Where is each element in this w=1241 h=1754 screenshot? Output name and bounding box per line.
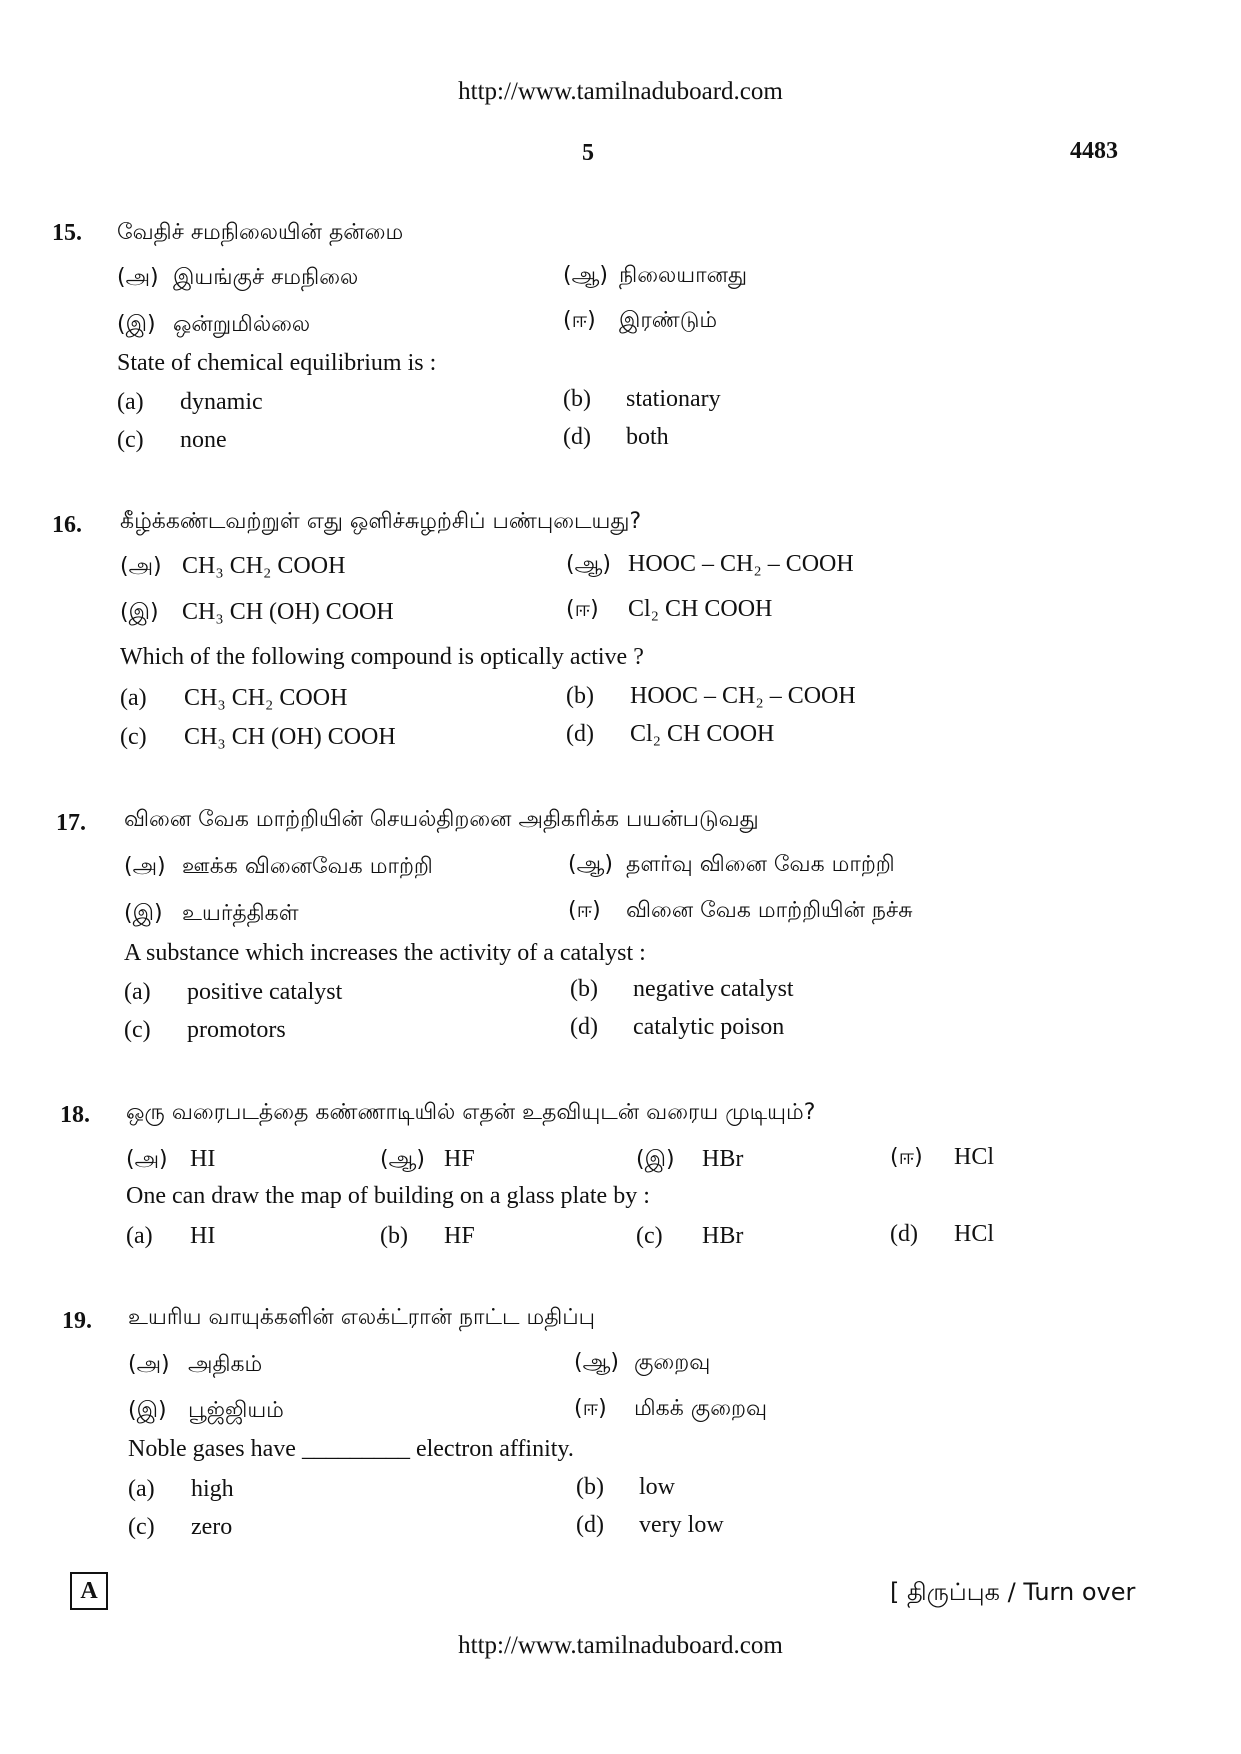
option (636, 1146, 743, 1175)
option (126, 1146, 215, 1175)
option-label: (c) (120, 724, 147, 750)
option-text: negative catalyst (633, 976, 794, 1002)
tamil-question-text: ஒரு வரைபடத்தை கண்ணாடியில் எதன் உதவியுடன் வரைய முடியும்? (126, 1100, 816, 1125)
option (570, 1014, 784, 1041)
option (117, 265, 358, 293)
option (128, 1352, 262, 1380)
option-label: (a) (126, 1223, 153, 1249)
option-label: (c) (117, 427, 144, 453)
option-text: HBr (702, 1146, 744, 1172)
option-label: (ஈ) (566, 597, 599, 622)
option-text: stationary (626, 386, 721, 412)
option-label: (ஈ) (890, 1145, 923, 1170)
option-text: மிகக் குறைவு (634, 1396, 768, 1421)
option-text: அதிகம் (188, 1352, 263, 1377)
option-text: Cl₂ CH COOH (630, 721, 775, 747)
option-label: (d) (570, 1014, 598, 1040)
series-box: A (70, 1572, 108, 1610)
tamil-question-text: வினை வேக மாற்றியின் செயல்திறனை அதிகரிக்க பயன்படுவது (124, 807, 759, 832)
option (566, 683, 856, 710)
option (563, 263, 747, 291)
option-label: (ஆ) (563, 263, 608, 288)
option (120, 553, 345, 582)
option-text: CH₃ CH₂ COOH (182, 553, 346, 579)
option-text: HI (190, 1146, 216, 1172)
option-label: (d) (563, 424, 591, 450)
english-question-text: State of chemical equilibrium is : (117, 350, 437, 376)
option (124, 901, 299, 929)
option (563, 386, 721, 413)
option (124, 854, 433, 882)
english-question-text: Which of the following compound is optically active ? (120, 644, 644, 670)
option-label: (c) (124, 1017, 151, 1043)
option-label: (b) (563, 386, 591, 412)
option-text: HCl (954, 1221, 995, 1247)
english-question-text: Noble gases have _________ electron affinity. (128, 1436, 574, 1462)
option (568, 898, 913, 926)
option-text: positive catalyst (187, 979, 343, 1005)
question-number: 16. (52, 512, 82, 538)
option (128, 1398, 284, 1426)
option (120, 599, 394, 628)
option (576, 1512, 724, 1539)
option-label: (இ) (124, 901, 163, 926)
option-label: (இ) (120, 600, 159, 625)
option-label: (d) (890, 1221, 918, 1247)
option-label: (அ) (117, 265, 159, 290)
option-label: (ஆ) (568, 852, 613, 877)
option-text: இயங்குச் சமநிலை (173, 265, 359, 290)
option-text: தளர்வு வினை வேக மாற்றி (626, 852, 895, 877)
option (128, 1514, 232, 1541)
tamil-question-text: கீழ்க்கண்டவற்றுள் எது ஒளிச்சுழற்சிப் பண்புடையது? (120, 509, 642, 534)
footer-url: http://www.tamilnaduboard.com (458, 1632, 783, 1659)
option-label: (d) (576, 1512, 604, 1538)
option-label: (a) (117, 389, 144, 415)
option-text: HOOC – CH₂ – COOH (628, 551, 854, 577)
paper-code: 4483 (1070, 138, 1118, 164)
question-number: 19. (62, 1308, 92, 1334)
option-text: CH₃ CH (OH) COOH (184, 724, 396, 750)
english-question-text: One can draw the map of building on a glass plate by : (126, 1183, 650, 1209)
turn-over-text: [ திருப்புக / Turn over (890, 1578, 1136, 1606)
option (563, 424, 669, 451)
option (117, 389, 263, 416)
option (120, 685, 347, 712)
question-number: 17. (56, 810, 86, 836)
option-label: (ஈ) (568, 898, 601, 923)
option-text: CH₃ CH₂ COOH (184, 685, 348, 711)
option (636, 1223, 743, 1250)
option-text: இரண்டும் (619, 308, 718, 333)
option-text: catalytic poison (633, 1014, 785, 1040)
option-text: high (191, 1476, 234, 1502)
option-text: ஒன்றுமில்லை (173, 312, 311, 337)
option (566, 551, 854, 580)
option-text: HCl (954, 1144, 995, 1170)
option-text: none (180, 427, 227, 453)
option-text: zero (191, 1514, 233, 1540)
option-text: உயர்த்திகள் (182, 901, 299, 926)
option-label: (ஈ) (574, 1396, 607, 1421)
option (117, 427, 227, 454)
option-label: (c) (128, 1514, 155, 1540)
option-text: very low (639, 1512, 724, 1538)
option-label: (c) (636, 1223, 663, 1249)
option-label: (ஆ) (380, 1147, 425, 1172)
option (380, 1223, 475, 1250)
option (120, 724, 396, 751)
option-label: (a) (120, 685, 147, 711)
option-text: பூஜ்ஜியம் (188, 1398, 284, 1423)
option (568, 852, 895, 880)
option-text: HF (444, 1223, 475, 1249)
option-label: (இ) (636, 1147, 675, 1172)
option-text: HBr (702, 1223, 744, 1249)
option (890, 1144, 994, 1173)
option (570, 976, 794, 1003)
option-text: வினை வேக மாற்றியின் நச்சு (626, 898, 913, 923)
option-label: (a) (124, 979, 151, 1005)
question-number: 18. (60, 1102, 90, 1128)
option-text: நிலையானது (619, 263, 748, 288)
option-text: குறைவு (634, 1350, 711, 1375)
option (380, 1146, 475, 1175)
option-text: ஊக்க வினைவேக மாற்றி (182, 854, 433, 879)
option (566, 596, 772, 625)
option-label: (அ) (124, 854, 166, 879)
option (124, 1017, 286, 1044)
tamil-question-text: வேதிச் சமநிலையின் தன்மை (117, 220, 404, 245)
option (563, 308, 717, 336)
option-label: (அ) (120, 554, 162, 579)
option (574, 1350, 710, 1378)
option-label: (ஆ) (574, 1350, 619, 1375)
option-label: (d) (566, 721, 594, 747)
option (566, 721, 774, 748)
option-label: (b) (576, 1474, 604, 1500)
option-label: (ஈ) (563, 308, 596, 333)
option (126, 1223, 215, 1250)
option-label: (ஆ) (566, 552, 611, 577)
option-label: (a) (128, 1476, 155, 1502)
tamil-question-text: உயரிய வாயுக்களின் எலக்ட்ரான் நாட்ட மதிப்பு (128, 1305, 596, 1330)
option (128, 1476, 234, 1503)
option-label: (அ) (128, 1352, 170, 1377)
option-text: HF (444, 1146, 475, 1172)
option-text: both (626, 424, 669, 450)
option-text: Cl₂ CH COOH (628, 596, 773, 622)
option (574, 1396, 767, 1424)
question-number: 15. (52, 220, 82, 246)
option (890, 1221, 994, 1248)
option-label: (இ) (117, 312, 156, 337)
option-text: low (639, 1474, 675, 1500)
option-text: HOOC – CH₂ – COOH (630, 683, 856, 709)
option-label: (இ) (128, 1398, 167, 1423)
header-url: http://www.tamilnaduboard.com (458, 78, 783, 105)
option-text: HI (190, 1223, 216, 1249)
option (576, 1474, 675, 1501)
option-label: (b) (380, 1223, 408, 1249)
option (117, 312, 310, 340)
english-question-text: A substance which increases the activity of a catalyst : (124, 940, 646, 966)
option-text: promotors (187, 1017, 286, 1043)
page-number: 5 (582, 140, 594, 166)
option (124, 979, 342, 1006)
option-label: (அ) (126, 1147, 168, 1172)
option-text: CH₃ CH (OH) COOH (182, 599, 394, 625)
option-text: dynamic (180, 389, 263, 415)
option-label: (b) (566, 683, 594, 709)
option-label: (b) (570, 976, 598, 1002)
